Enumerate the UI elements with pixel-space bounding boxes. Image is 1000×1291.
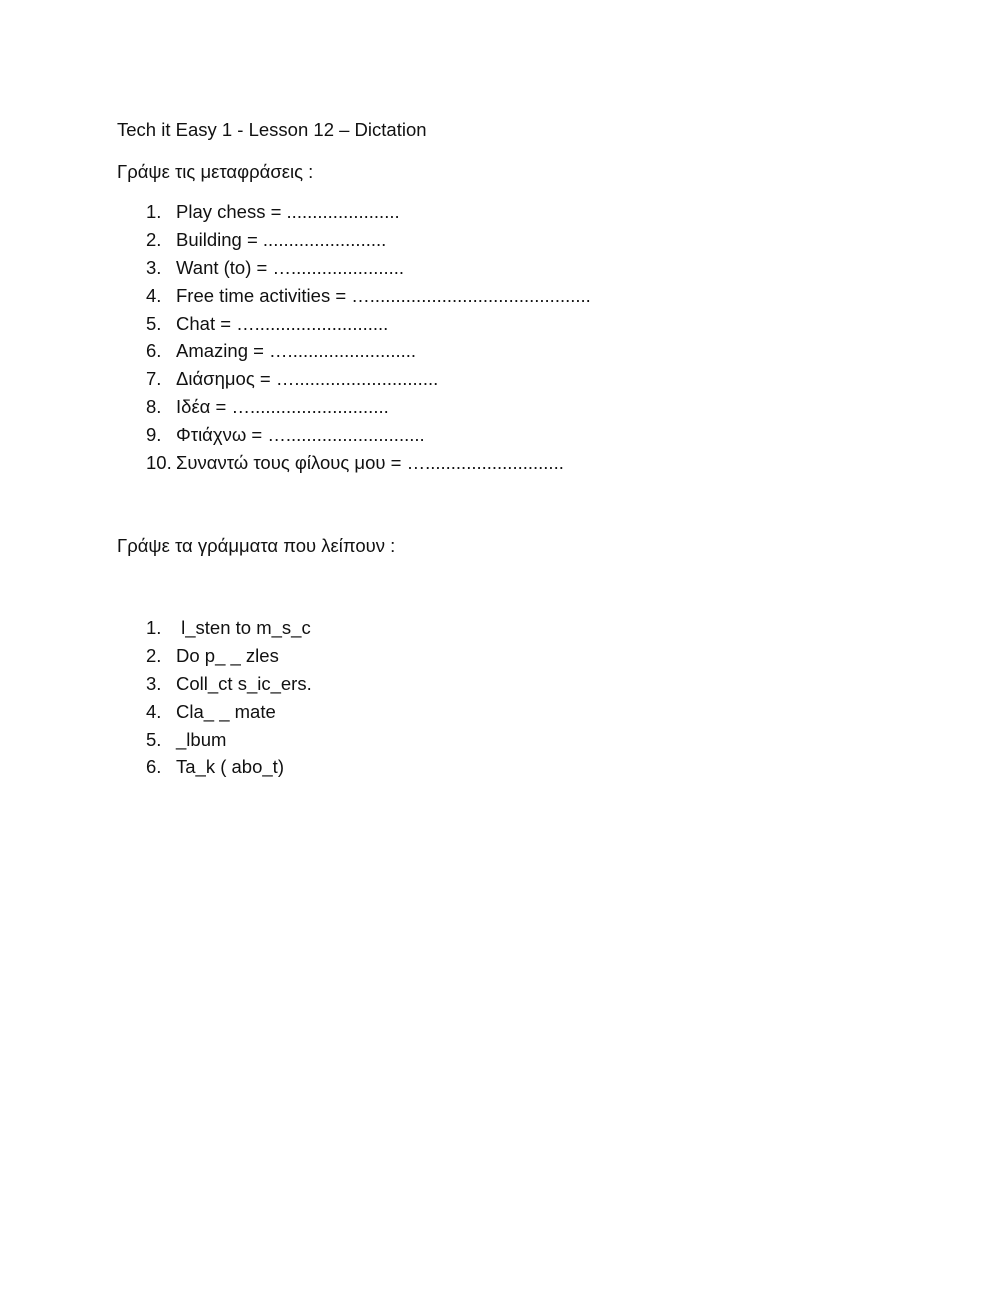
item-number: 4. [146, 284, 162, 306]
item-text: Amazing = …......................... [176, 340, 417, 362]
item-number: 3. [146, 256, 162, 278]
item-number: 5. [146, 728, 162, 750]
item-number: 1. [146, 617, 162, 638]
item-number: 2. [146, 644, 162, 666]
item-text: Φτιάχνω = …........................... [176, 424, 425, 446]
item-text: Building = ........................ [176, 228, 387, 250]
item-text: Free time activities = …........................................... [176, 284, 591, 306]
section2-heading: Γράψε τα γράμματα που λείπουν : [117, 535, 396, 556]
item-text: _lbum [176, 728, 227, 750]
section1-heading: Γράψε τις μεταφράσεις : [117, 161, 314, 182]
item-number: 3. [146, 672, 162, 694]
item-number: 4. [146, 700, 162, 722]
item-number: 6. [146, 756, 162, 778]
item-number: 8. [146, 396, 162, 418]
item-text: Chat = ….......................... [176, 312, 389, 334]
item-number: 5. [146, 312, 162, 334]
item-text: Ιδέα = …........................... [176, 396, 389, 418]
item-text: Συναντώ τους φίλους μου = …........................... [176, 452, 564, 474]
item-number: 9. [146, 424, 162, 446]
item-text: Coll_ct s_ic_ers. [176, 672, 312, 694]
item-text: Play chess = ...................... [176, 201, 400, 222]
item-number: 1. [146, 201, 162, 222]
item-number: 2. [146, 228, 162, 250]
item-text: Do p_ _ zles [176, 644, 279, 666]
item-text: Want (to) = …...................... [176, 256, 405, 278]
item-number: 6. [146, 340, 162, 362]
item-text: Διάσημος = …............................ [176, 368, 439, 390]
item-text: l_sten to m_s_c [176, 617, 311, 638]
document-title: Tech it Easy 1 - Lesson 12 – Dictation [117, 119, 427, 140]
item-text: Cla_ _ mate [176, 700, 276, 722]
item-number: 7. [146, 368, 162, 390]
item-number: 10. [146, 452, 172, 474]
item-text: Ta_k ( abo_t) [176, 756, 284, 778]
